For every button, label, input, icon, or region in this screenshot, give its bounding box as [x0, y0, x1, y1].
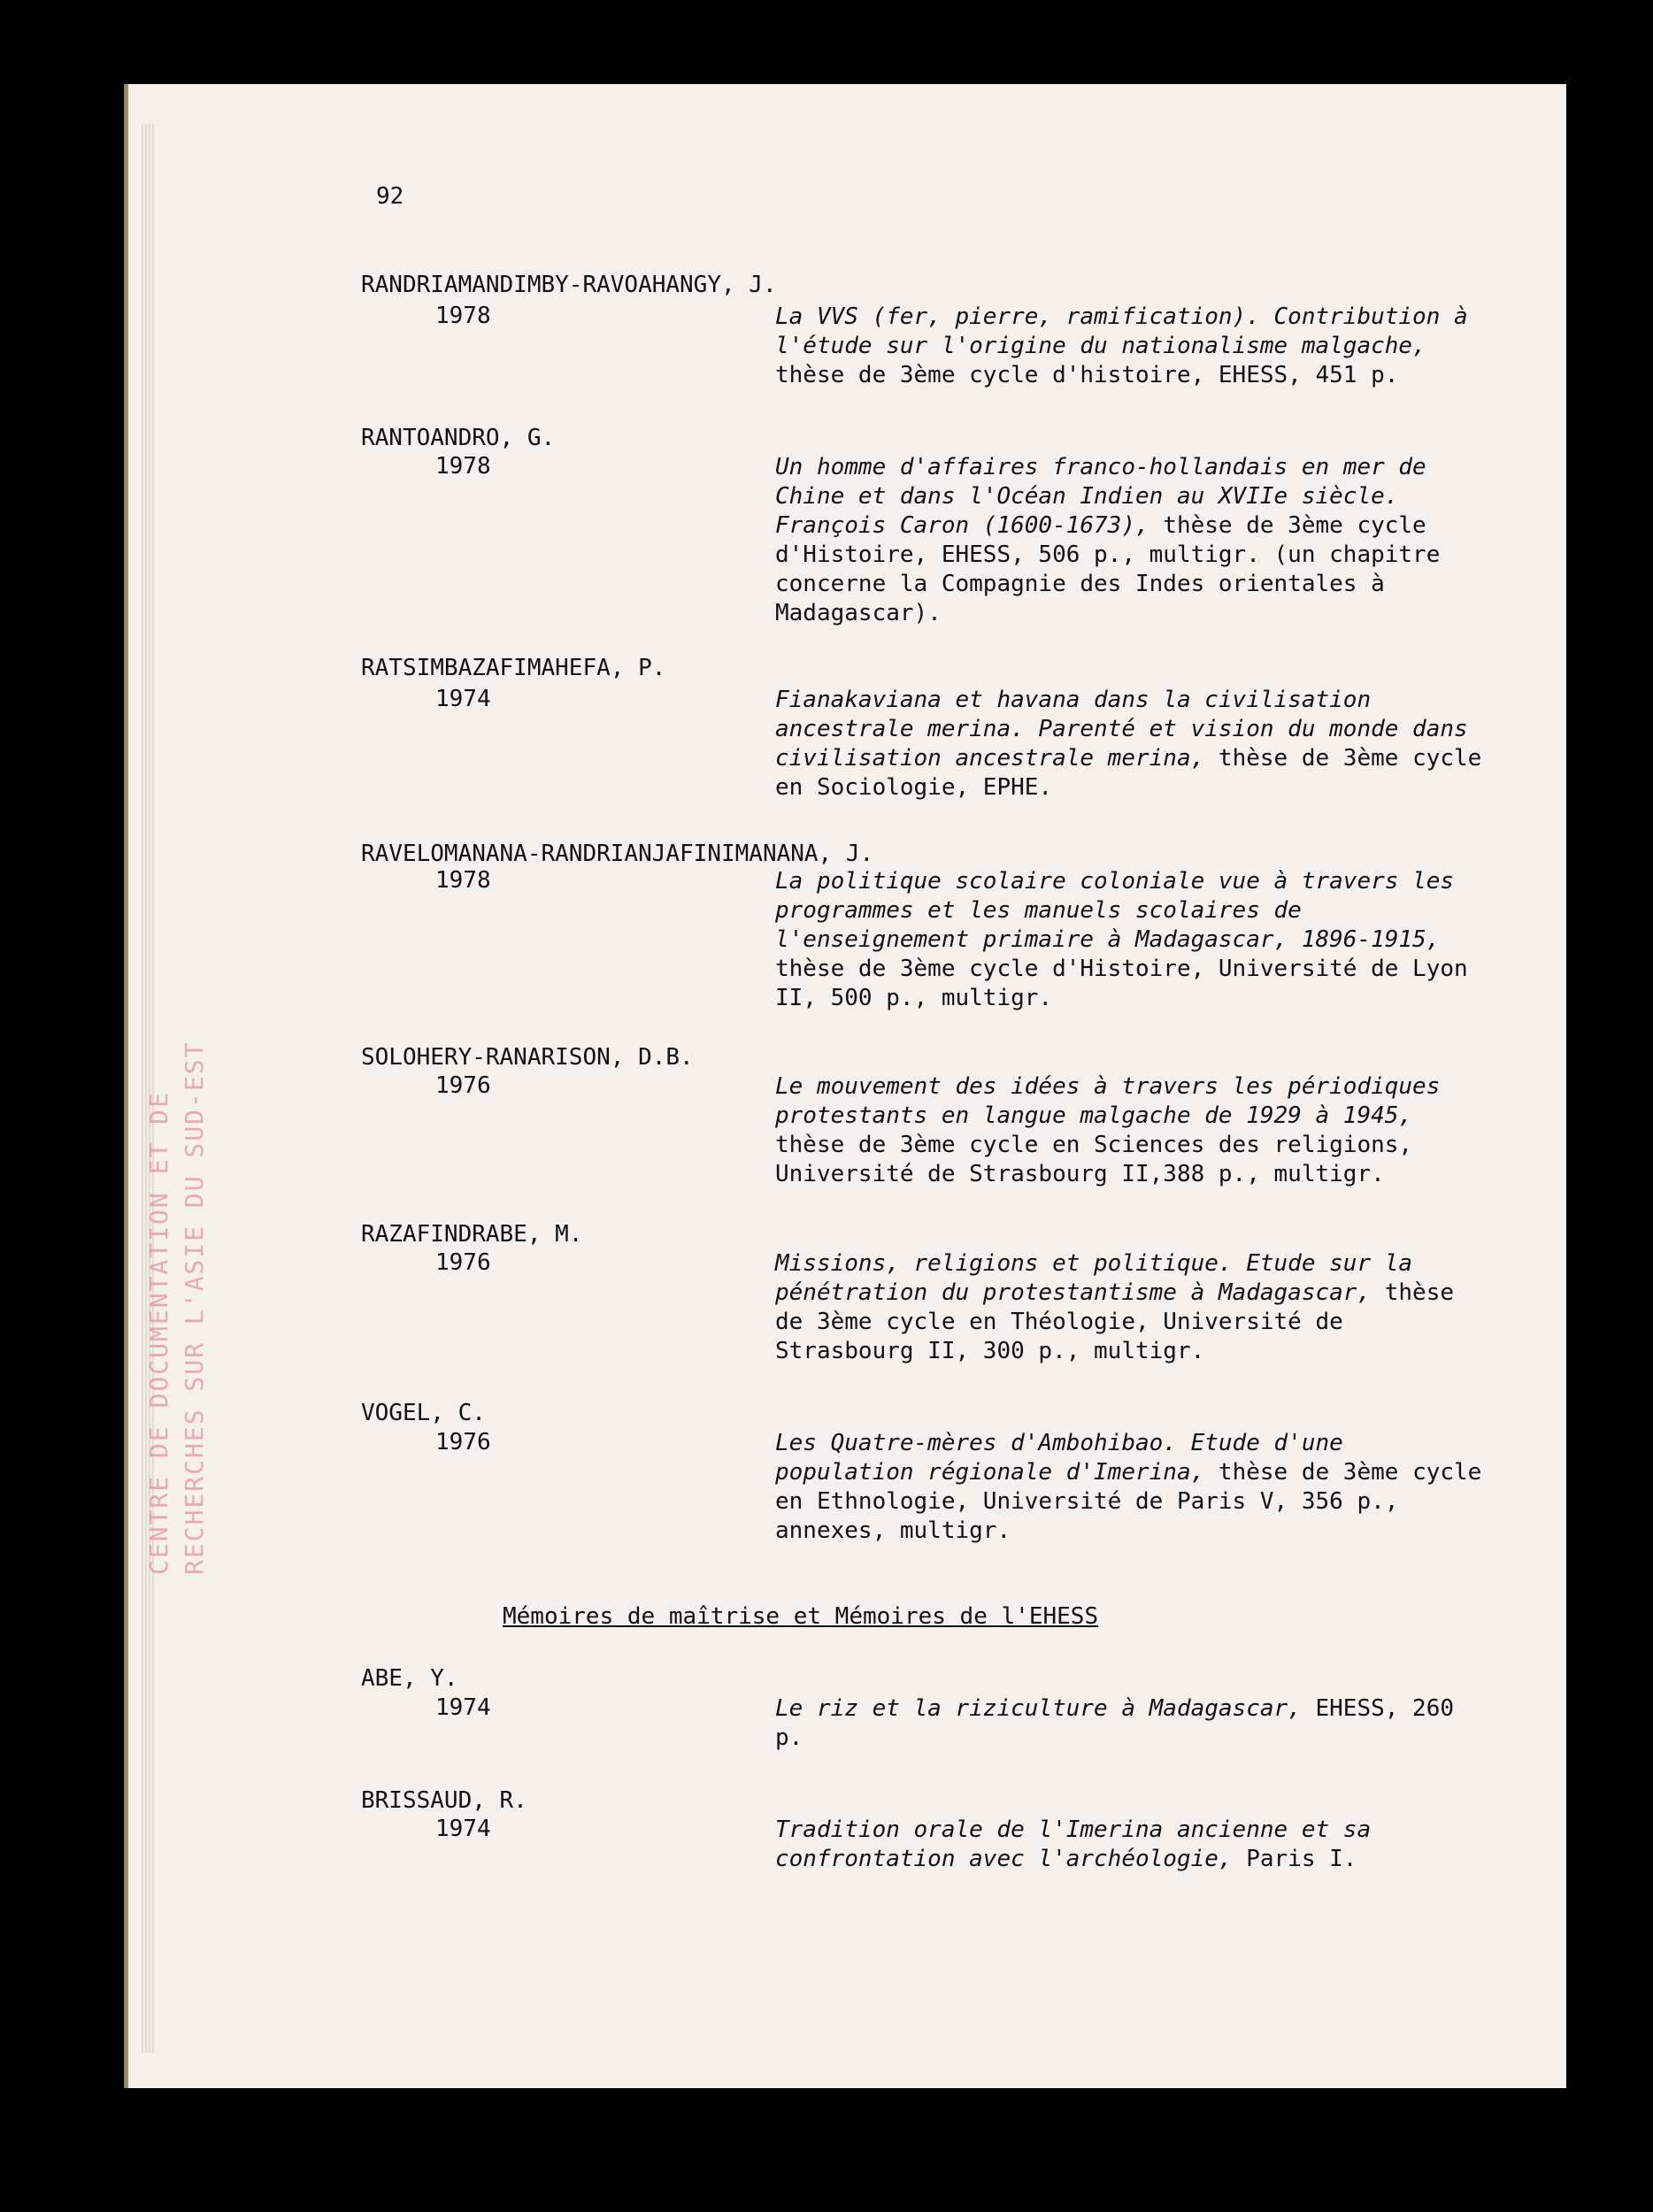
entry-description — [775, 1249, 1483, 1366]
entry-title: La politique scolaire coloniale vue à travers les programmes et les manuels scolaires de l'enseignement primaire à Madagascar, 1896-1915, — [775, 868, 1455, 953]
entry-details: thèse de 3ème cycle d'Histoire, EHESS, 506 p., multigr. (un chapitre concerne la Compagnie des Indes orientales à Madagascar). — [775, 512, 1441, 626]
section-heading: Mémoires de maîtrise et Mémoires de l'EHESS — [503, 1603, 1099, 1630]
entry-author: BRISSAUD, R. — [361, 1787, 527, 1814]
entry-title: Tradition orale de l'Imerina ancienne et sa confrontation avec l'archéologie, — [775, 1816, 1372, 1872]
entry-details: thèse de 3ème cycle en Ethnologie, Université de Paris V, 356 p., annexes, multigr. — [775, 1459, 1482, 1544]
entry-title: Un homme d'affaires franco-hollandais en mer de Chine et dans l'Océan Indien au XVIIe siècle. François Caron (1600-1673), — [775, 454, 1426, 539]
entry-description — [775, 867, 1483, 1013]
entry-year: 1974 — [435, 686, 491, 712]
entry-author: VOGEL, C. — [361, 1400, 486, 1426]
stamp-line-2: RECHERCHES SUR L'ASIE DU SUD-EST — [180, 1041, 209, 1575]
entry-details: thèse de 3ème cycle en Théologie, Université de Strasbourg II, 300 p., multigr. — [775, 1279, 1455, 1364]
library-stamp — [142, 956, 221, 1575]
entry-year: 1978 — [435, 867, 491, 894]
entry-title: Les Quatre-mères d'Ambohibao. Etude d'une population régionale d'Imerina, — [775, 1430, 1343, 1486]
entry-details: EHESS, 260 p. — [775, 1695, 1455, 1751]
entry-author: ABE, Y. — [361, 1665, 458, 1692]
entry-year: 1976 — [435, 1072, 491, 1099]
entry-description — [775, 1694, 1483, 1753]
entry-author: RANTOANDRO, G. — [361, 425, 556, 451]
entry-year: 1974 — [435, 1694, 491, 1721]
entry-year: 1976 — [435, 1249, 491, 1276]
entry-author: RATSIMBAZAFIMAHEFA, P. — [361, 655, 666, 681]
entry-title: La VVS (fer, pierre, ramification). Contribution à l'étude sur l'origine du nationalisme malgache, — [775, 303, 1468, 359]
entry-title: Le mouvement des idées à travers les périodiques protestants en langue malgache de 1929 à 1945, — [775, 1073, 1441, 1129]
entry-details: thèse de 3ème cycle en Sciences des religions, Université de Strasbourg II,388 p., multigr. — [775, 1132, 1413, 1187]
stamp-line-1: CENTRE DE DOCUMENTATION ET DE — [144, 1091, 173, 1575]
entry-description — [775, 453, 1483, 628]
entry-title: Le riz et la riziculture à Madagascar, — [775, 1695, 1302, 1722]
page-number: 92 — [376, 183, 404, 210]
entry-details: thèse de 3ème cycle d'Histoire, Université de Lyon II, 500 p., multigr. — [775, 956, 1468, 1011]
entry-title: Fianakaviana et havana dans la civilisation ancestrale merina. Parenté et vision du monde dans civilisation ancestrale merina, — [775, 687, 1468, 772]
entry-author: RAZAFINDRABE, M. — [361, 1221, 583, 1248]
entry-details: thèse de 3ème cycle en Sociologie, EPHE. — [775, 745, 1482, 801]
entry-author: SOLOHERY-RANARISON, D.B. — [361, 1044, 694, 1071]
entry-description — [775, 1429, 1483, 1546]
entry-year: 1978 — [435, 453, 491, 480]
entry-description — [775, 1816, 1483, 1874]
entry-title: Missions, religions et politique. Etude sur la pénétration du protestantisme à Madagascar, — [775, 1250, 1413, 1306]
entry-description — [775, 303, 1483, 390]
entry-year: 1978 — [435, 303, 491, 329]
entry-details: thèse de 3ème cycle d'histoire, EHESS, 451 p. — [775, 362, 1399, 388]
entry-year: 1974 — [435, 1816, 491, 1842]
entry-year: 1976 — [435, 1429, 491, 1455]
entry-description — [775, 1072, 1483, 1189]
entry-description — [775, 686, 1483, 803]
entry-details: Paris I. — [1232, 1846, 1357, 1872]
entry-author: RANDRIAMANDIMBY-RAVOAHANGY, J. — [361, 272, 777, 298]
entry-author: RAVELOMANANA-RANDRIANJAFINIMANANA, J. — [361, 841, 874, 867]
